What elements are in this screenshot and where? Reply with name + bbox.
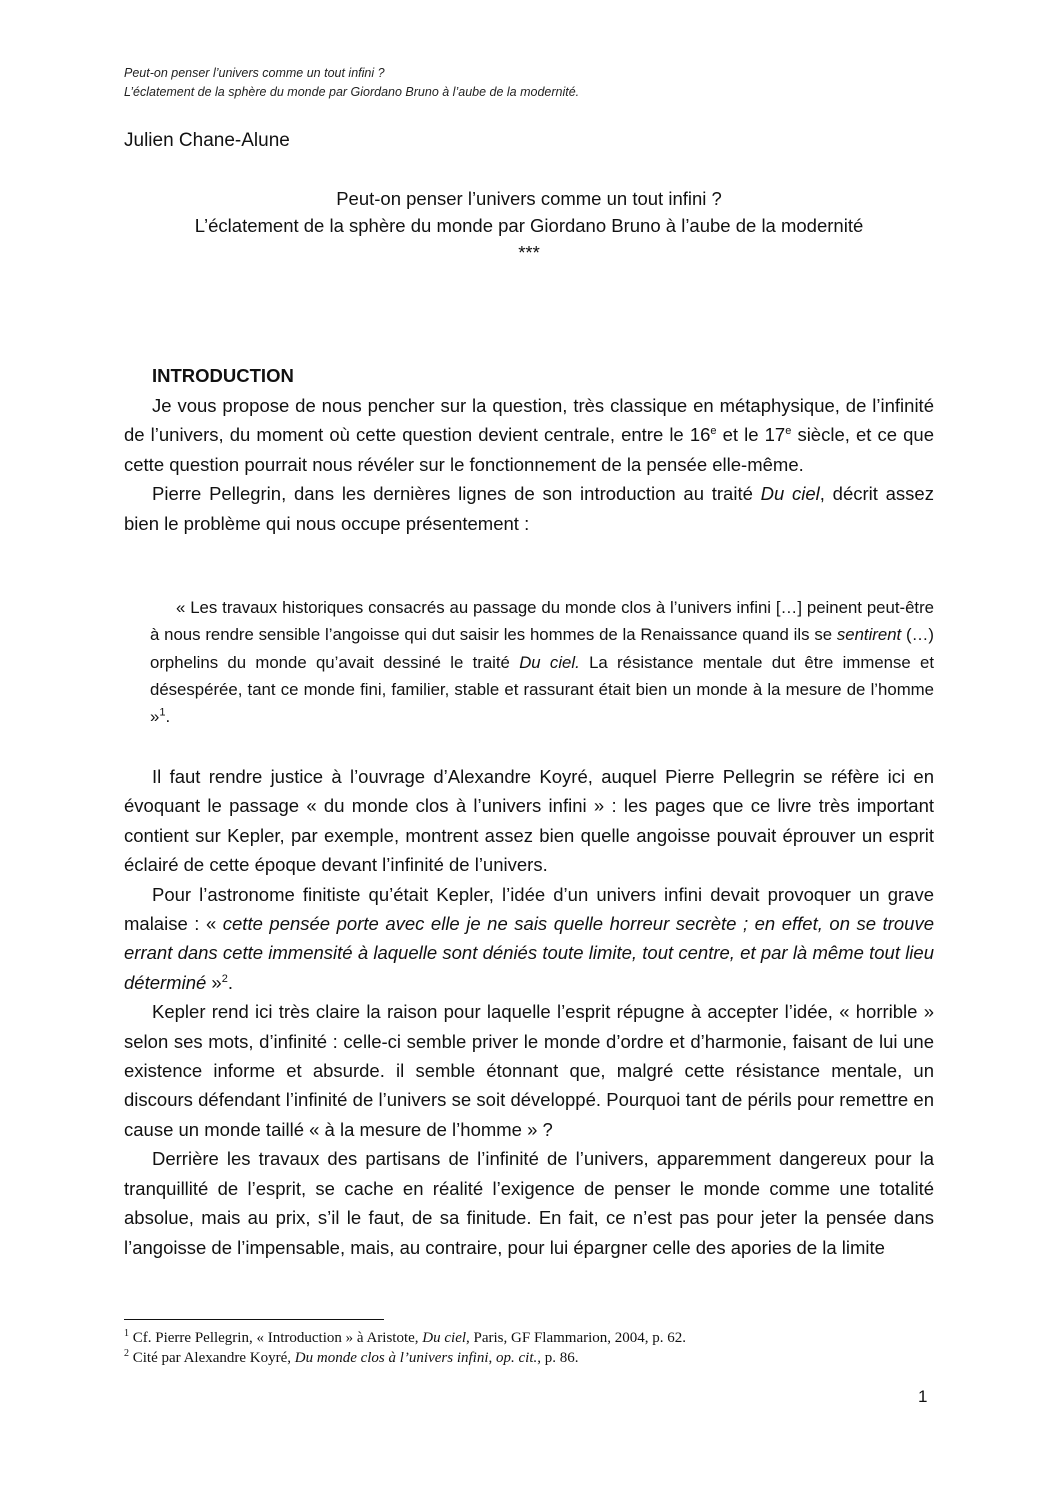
century-superscript: e — [710, 425, 717, 438]
section-heading: INTRODUCTION — [152, 365, 294, 386]
running-header — [124, 64, 944, 102]
page-number: 1 — [918, 1387, 928, 1406]
book-title: Du ciel — [760, 483, 820, 505]
footnotes — [124, 1328, 934, 1368]
footnote-ref-2[interactable]: 2 — [221, 972, 228, 985]
footnote-1 — [124, 1328, 934, 1348]
century-superscript: e — [785, 425, 792, 438]
quote-paragraph — [150, 594, 934, 730]
paragraph-1-text-a: Je vous propose de nous pencher sur la question, très classique en métaphysique, de l’infinité de l’univers, du moment où cette question devient centrale, entre le 16 — [124, 395, 934, 446]
footnote-2 — [124, 1348, 934, 1368]
book-title: Du monde clos à l’univers infini — [294, 1350, 489, 1366]
footnote-1-text-b: , Paris, GF Flammarion, 2004, p. 62. — [466, 1330, 687, 1346]
author-name: Julien Chane-Alune — [124, 130, 290, 151]
book-title: Du ciel. — [519, 652, 580, 672]
title-line-1: Peut-on penser l’univers comme un tout infini ? — [336, 188, 722, 209]
paragraph-4-text-b: » — [206, 971, 222, 993]
document-title — [124, 185, 934, 266]
kepler-quote: cette pensée porte avec elle je ne sais quelle horreur secrète ; en effet, on se trouve errant dans cette immensité à laquelle sont déniés toute limite, tout centre, et par là même tout lieu déterminé — [124, 913, 934, 993]
quote-emphasis: sentirent — [836, 625, 902, 645]
quote-text-b: (…) orphelins du monde qu’avait dessiné le traité — [150, 625, 934, 672]
footnote-2-text-c: , p. 86. — [537, 1350, 579, 1366]
footnote-number: 2 — [124, 1348, 129, 1359]
title-ornament: *** — [518, 242, 540, 263]
footnote-separator — [124, 1319, 384, 1320]
paragraph-1 — [124, 391, 934, 479]
footnote-1-text-a: Cf. Pierre Pellegrin, « Introduction » à Aristote, — [129, 1330, 423, 1346]
paragraph-5: Kepler rend ici très claire la raison pour laquelle l’esprit répugne à accepter l’idée, « horrible » selon ses mots, d’infinité : celle-ci semble priver le monde d’ordre et d’harmonie, faisant de lui une existence informe et absurde. il semble étonnant que, malgré cette résistance mentale, un discours défendant l’infinité de l’univers se soit développé. Pourquoi tant de périls pour remettre en cause un monde taillé « à la mesure de l’homme » ? — [124, 1001, 934, 1140]
footnote-number: 1 — [124, 1328, 129, 1339]
citation-abbrev: op. cit. — [496, 1350, 538, 1366]
quote-text-d: . — [165, 707, 171, 727]
paragraph-3: Il faut rendre justice à l’ouvrage d’Alexandre Koyré, auquel Pierre Pellegrin se réfère ici en évoquant le passage « du monde clos à l’univers infini » : les pages que ce livre très important contient sur Kepler, par exemple, montrent assez bien quelle angoisse pouvait éprouver un esprit éclairé de cette époque devant l’infinité de l’univers. — [124, 766, 934, 876]
paragraph-4-text-c: . — [227, 971, 233, 993]
paragraph-6: Derrière les travaux des partisans de l’infinité de l’univers, apparemment dangereux pour la tranquillité de l’esprit, se cache en réalité l’exigence de penser le monde comme une totalité absolue, mais au prix, s’il le faut, de sa finitude. En fait, ce n’est pas pour jeter la pensée dans l’angoisse de l’impensable, mais, au contraire, pour lui épargner celle des apories de la limite — [124, 1148, 934, 1258]
paragraph-1-text-b: et le 17 — [716, 424, 786, 446]
paragraph-1-text-c: siècle, et ce que cette question pourrait nous révéler sur le fonctionnement de la pensée elle-même. — [124, 424, 934, 475]
running-header-line-2: L’éclatement de la sphère du monde par Giordano Bruno à l’aube de la modernité. — [124, 85, 580, 99]
title-line-2: L’éclatement de la sphère du monde par Giordano Bruno à l’aube de la modernité — [194, 215, 864, 236]
block-quote — [150, 594, 934, 730]
book-title: Du ciel — [422, 1330, 467, 1346]
paragraph-4-text-a: Pour l’astronome finitiste qu’était Kepler, l’idée d’un univers infini devait provoquer un grave malaise : « — [124, 883, 934, 935]
footnote-ref-1[interactable]: 1 — [159, 706, 166, 719]
intro-body-top — [124, 391, 934, 538]
intro-body-bottom — [124, 762, 934, 1262]
quote-text-a: « Les travaux historiques consacrés au passage du monde clos à l’univers infini […] peinent peut-être à nous rendre sensible l’angoisse qui dut saisir les hommes de la Renaissance quand ils se — [150, 598, 934, 645]
paragraph-2-text-b: , décrit assez bien le problème qui nous occupe présentement : — [124, 483, 934, 534]
paragraph-2 — [124, 479, 934, 538]
footnote-2-text-b: , — [488, 1350, 497, 1366]
running-header-line-1: Peut-on penser l’univers comme un tout infini ? — [124, 66, 385, 80]
footnote-2-text-a: Cité par Alexandre Koyré, — [129, 1350, 295, 1366]
paragraph-2-text-a: Pierre Pellegrin, dans les dernières lignes de son introduction au traité — [152, 483, 761, 505]
paragraph-4 — [124, 880, 934, 998]
quote-text-c: La résistance mentale dut être immense et désespérée, tant ce monde fini, familier, stable et rassurant était bien un monde à la mesure de l’homme » — [150, 652, 934, 727]
